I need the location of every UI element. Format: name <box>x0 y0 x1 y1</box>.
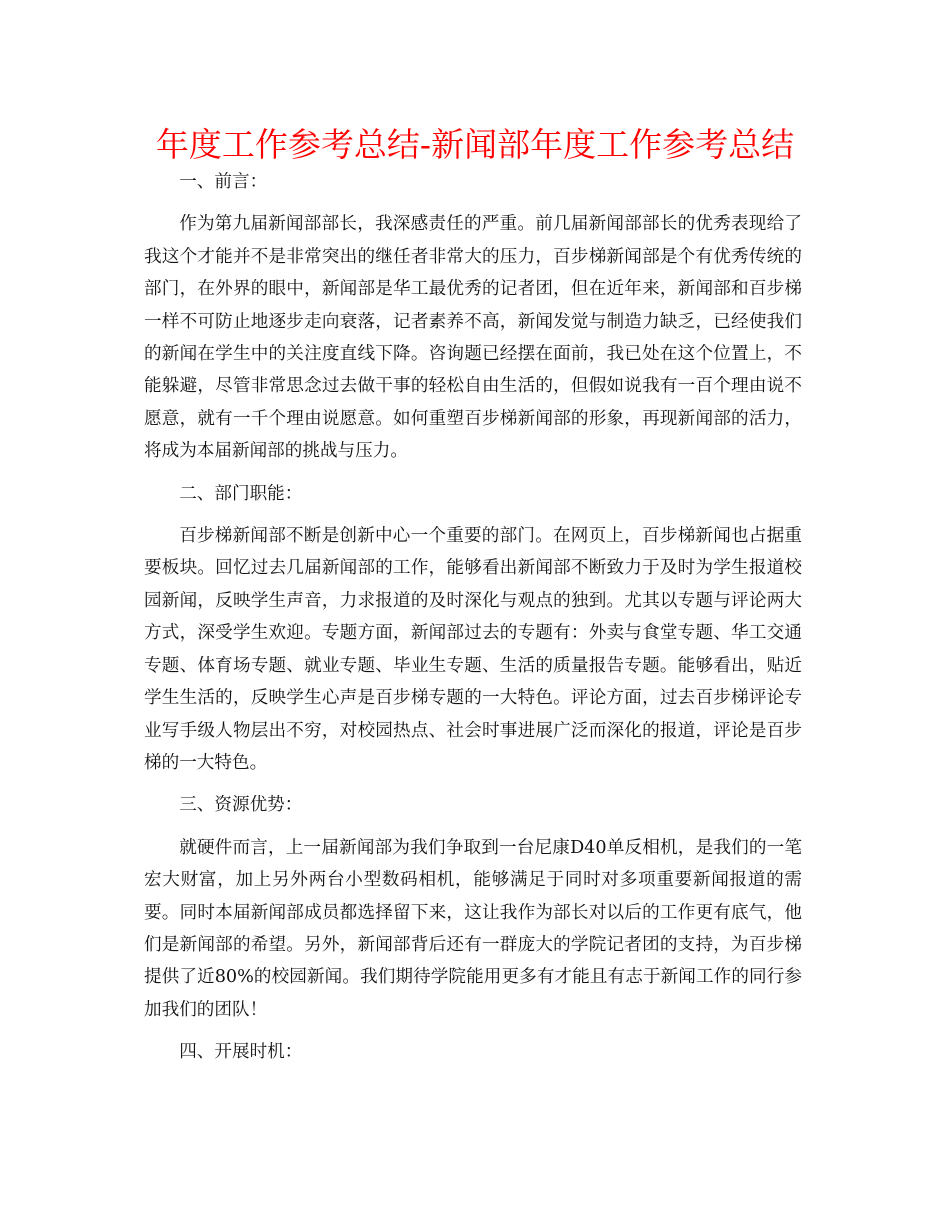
document-title: 年度工作参考总结-新闻部年度工作参考总结 <box>155 125 795 164</box>
section-body-preface: 作为第九届新闻部部长，我深感责任的严重。前几届新闻部部长的优秀表现给了我这个才能并不是非常突出的继任者非常大的压力，百步梯新闻部是个有优秀传统的部门，在外界的眼中，新闻部是华工最优秀的记者团，但在近年来，新闻部和百步梯一样不可防止地逐步走向衰落，记者素养不高，新闻发觉与制造力缺乏，已经使我们的新闻在学生中的关注度直线下降。咨询题已经摆在面前，我已处在这个位置上，不能躲避，尽管非常思念过去做干事的轻松自由生活的，但假如说我有一百个理由说不愿意，就有一千个理由说愿意。如何重塑百步梯新闻部的形象，再现新闻部的活力，将成为本届新闻部的挑战与压力。 <box>144 214 802 462</box>
section-heading-resources: 三、资源优势： <box>179 795 303 816</box>
document-body <box>144 166 802 1069</box>
section-body-functions: 百步梯新闻部不断是创新中心一个重要的部门。在网页上，百步梯新闻也占据重要板块。回忆过去几届新闻部的工作，能够看出新闻部不断致力于及时为学生报道校园新闻，反映学生声音，力求报道的及时深化与观点的独到。尤其以专题与评论两大方式，深受学生欢迎。专题方面，新闻部过去的专题有：外卖与食堂专题、华工交通专题、体育场专题、就业专题、毕业生专题、生活的质量报告专题。能够看出，贴近学生生活的，反映学生心声是百步梯专题的一大特色。评论方面，过去百步梯评论专业写手级人物层出不穷，对校园热点、社会时事进展广泛而深化的报道，评论是百步梯的一大特色。 <box>144 526 802 773</box>
section-heading-functions: 二、部门职能： <box>179 483 303 504</box>
section-heading-opportunity: 四、开展时机： <box>179 1042 303 1063</box>
section-heading-preface: 一、前言： <box>179 172 268 192</box>
section-body-resources: 就硬件而言，上一届新闻部为我们争取到一台尼康D40单反相机，是我们的一笔宏大财富，加上另外两台小型数码相机，能够满足于同时对多项重要新闻报道的需要。同时本届新闻部成员都选择留下来，这让我作为部长对以后的工作更有底气，他们是新闻部的希望。另外，新闻部背后还有一群庞大的学院记者团的支持，为百步梯提供了近80%的校园新闻。我们期待学院能用更多有才能且有志于新闻工作的同行参加我们的团队！ <box>144 837 802 1020</box>
